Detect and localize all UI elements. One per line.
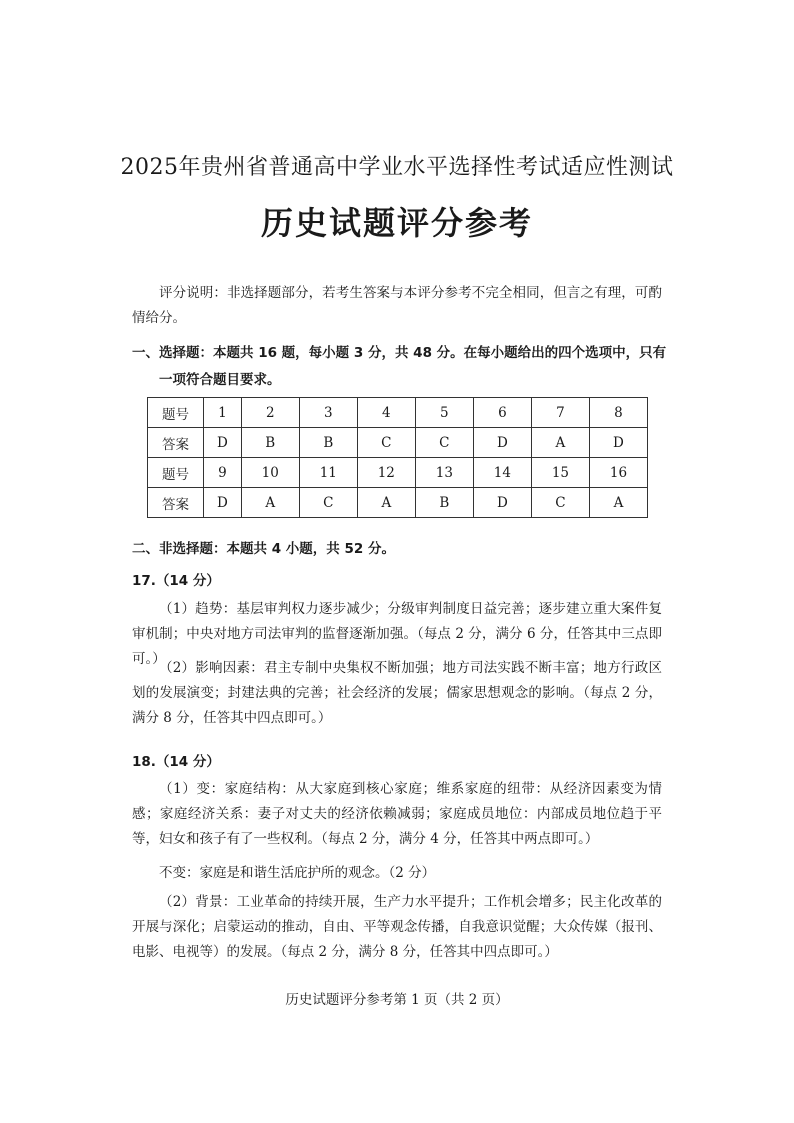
answer-table-cell: A	[357, 488, 415, 518]
answer-table-label: 答案	[148, 428, 204, 458]
answer-table-cell: 14	[473, 458, 531, 488]
q17-title: 17.（14 分）	[132, 573, 220, 589]
answer-table-cell: 3	[299, 398, 357, 428]
section1-heading-line2: 一项符合题目要求。	[159, 372, 281, 388]
answer-table-cell: D	[204, 488, 242, 518]
section2-heading: 二、非选择题：本题共 4 小题，共 52 分。	[132, 541, 395, 557]
answer-table-cell: 4	[357, 398, 415, 428]
answer-table-cell: D	[204, 428, 242, 458]
answer-table-cell: 9	[204, 458, 242, 488]
answer-table-cell: 13	[415, 458, 473, 488]
answer-table-cell: A	[241, 488, 299, 518]
answer-table-cell: D	[473, 488, 531, 518]
answer-table-cell: C	[357, 428, 415, 458]
answer-table-cell: C	[415, 428, 473, 458]
answer-table-cell: 7	[531, 398, 589, 428]
answer-table-row	[148, 428, 648, 458]
section1-heading	[132, 340, 672, 394]
answer-table-label: 答案	[148, 488, 204, 518]
answer-table-cell: 12	[357, 458, 415, 488]
answer-table-cell: 16	[589, 458, 647, 488]
page-footer: 历史试题评分参考第 1 页（共 2 页）	[285, 992, 509, 1008]
answer-table-cell: D	[589, 428, 647, 458]
answer-table-row	[148, 488, 648, 518]
answer-table-cell: C	[531, 488, 589, 518]
q17-part1: （1）趋势：基层审判权力逐步减少；分级审判制度日益完善；逐步建立重大案件复审机制；中央对地方司法审判的监督逐渐加强。（每点 2 分，满分 6 分，任答其中三点即可。）	[132, 601, 662, 667]
answer-table-cell: 6	[473, 398, 531, 428]
answer-table-cell: 1	[204, 398, 242, 428]
answer-table-cell: 10	[241, 458, 299, 488]
answer-table-cell: B	[415, 488, 473, 518]
answer-table-cell: 8	[589, 398, 647, 428]
section1-heading-line1: 一、选择题：本题共 16 题，每小题 3 分，共 48 分。在每小题给出的四个选项中，只有	[132, 345, 667, 361]
answer-table-cell: B	[299, 428, 357, 458]
answer-table-cell: A	[531, 428, 589, 458]
scoring-note: 评分说明：非选择题部分，若考生答案与本评分参考不完全相同，但言之有理，可酌情给分。	[132, 285, 662, 326]
answer-table-cell: 5	[415, 398, 473, 428]
answer-table-cell: C	[299, 488, 357, 518]
answer-table	[147, 397, 648, 518]
answer-table-cell: B	[241, 428, 299, 458]
answer-table-cell: 2	[241, 398, 299, 428]
answer-table-row	[148, 458, 648, 488]
q18-part2: （2）背景：工业革命的持续开展，生产力水平提升；工作机会增多；民主化改革的开展与深化；启蒙运动的推动，自由、平等观念传播，自我意识觉醒；大众传媒（报刊、电影、电视等）的发展。（每点 2 分，满分 8 分，任答其中四点即可。）	[132, 894, 662, 960]
q17-part2: （2）影响因素：君主专制中央集权不断加强；地方司法实践不断丰富；地方行政区划的发展演变；封建法典的完善；社会经济的发展；儒家思想观念的影响。（每点 2 分，满分 8 分，任答其中四点即可。）	[132, 660, 662, 726]
answer-table-cell: 11	[299, 458, 357, 488]
q18-part1: （1）变：家庭结构：从大家庭到核心家庭；维系家庭的纽带：从经济因素变为情感；家庭经济关系：妻子对丈夫的经济依赖减弱；家庭成员地位：内部成员地位趋于平等，妇女和孩子有了一些权利。（每点 2 分，满分 4 分，任答其中两点即可。）	[132, 781, 662, 847]
answer-table-label: 题号	[148, 458, 204, 488]
q18-title: 18.（14 分）	[132, 754, 220, 770]
page-title: 历史试题评分参考	[260, 204, 533, 242]
answer-table-label: 题号	[148, 398, 204, 428]
answer-table-cell: D	[473, 428, 531, 458]
q18-unchanged: 不变：家庭是和谐生活庇护所的观念。（2 分）	[159, 865, 436, 881]
answer-table-row	[148, 398, 648, 428]
answer-table-cell: 15	[531, 458, 589, 488]
exam-subtitle: 2025年贵州省普通高中学业水平选择性考试适应性测试	[120, 155, 674, 180]
answer-table-cell: A	[589, 488, 647, 518]
